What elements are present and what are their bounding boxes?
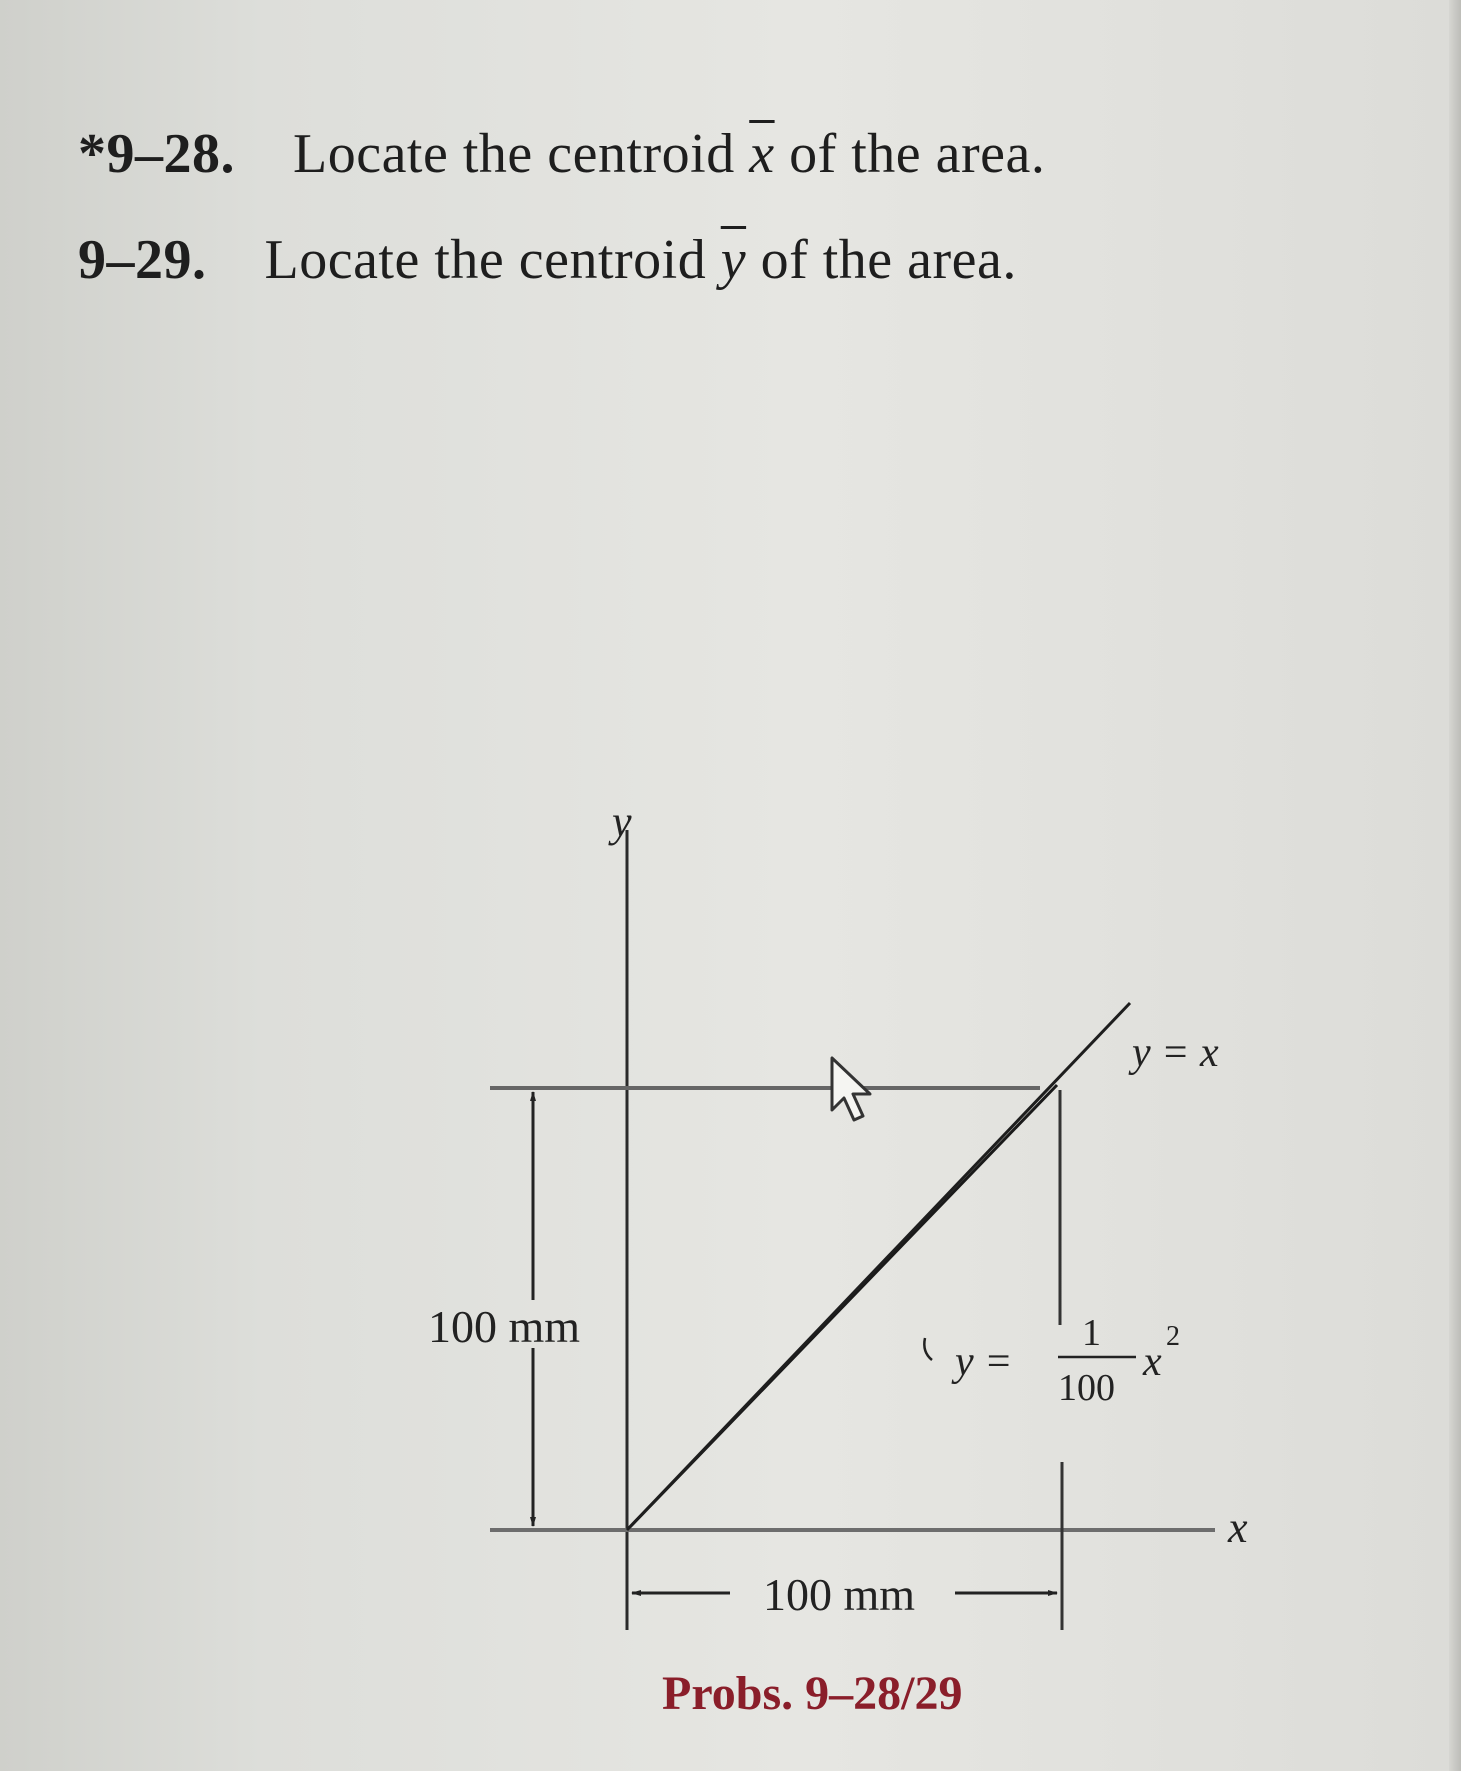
curve-fraction-denominator: 100 [1058, 1367, 1115, 1409]
problem-number: 9–29. [78, 229, 207, 291]
statement-text-end: of the area. [789, 123, 1046, 185]
centroid-variable: $\overline{x}$ [749, 123, 775, 185]
figure-caption: Probs. 9–28/29 [662, 1667, 963, 1720]
curve-label-leader [924, 1338, 932, 1360]
mouse-cursor-icon [832, 1058, 870, 1120]
statement-text-start: Locate the centroid [293, 123, 735, 185]
curve-fraction-numerator: 1 [1082, 1312, 1101, 1354]
curve-exponent: 2 [1166, 1321, 1180, 1352]
curve-equation-lhs: y = [955, 1339, 1013, 1385]
line-y-equals-x [627, 1003, 1130, 1530]
problem-number: *9–28. [78, 123, 235, 185]
horizontal-dimension-label: 100 mm [763, 1569, 916, 1620]
x-axis-label: x [1228, 1503, 1248, 1552]
y-axis-label: y [612, 797, 632, 846]
curve-variable: x [1143, 1339, 1162, 1385]
line-equation-label: y = x [1132, 1030, 1219, 1076]
statement-text-start: Locate the centroid [264, 229, 707, 291]
statement-text-end: of the area. [760, 229, 1017, 291]
centroid-variable: $\overline{y}$ [720, 229, 747, 291]
vertical-dimension-label: 100 mm [428, 1301, 581, 1352]
